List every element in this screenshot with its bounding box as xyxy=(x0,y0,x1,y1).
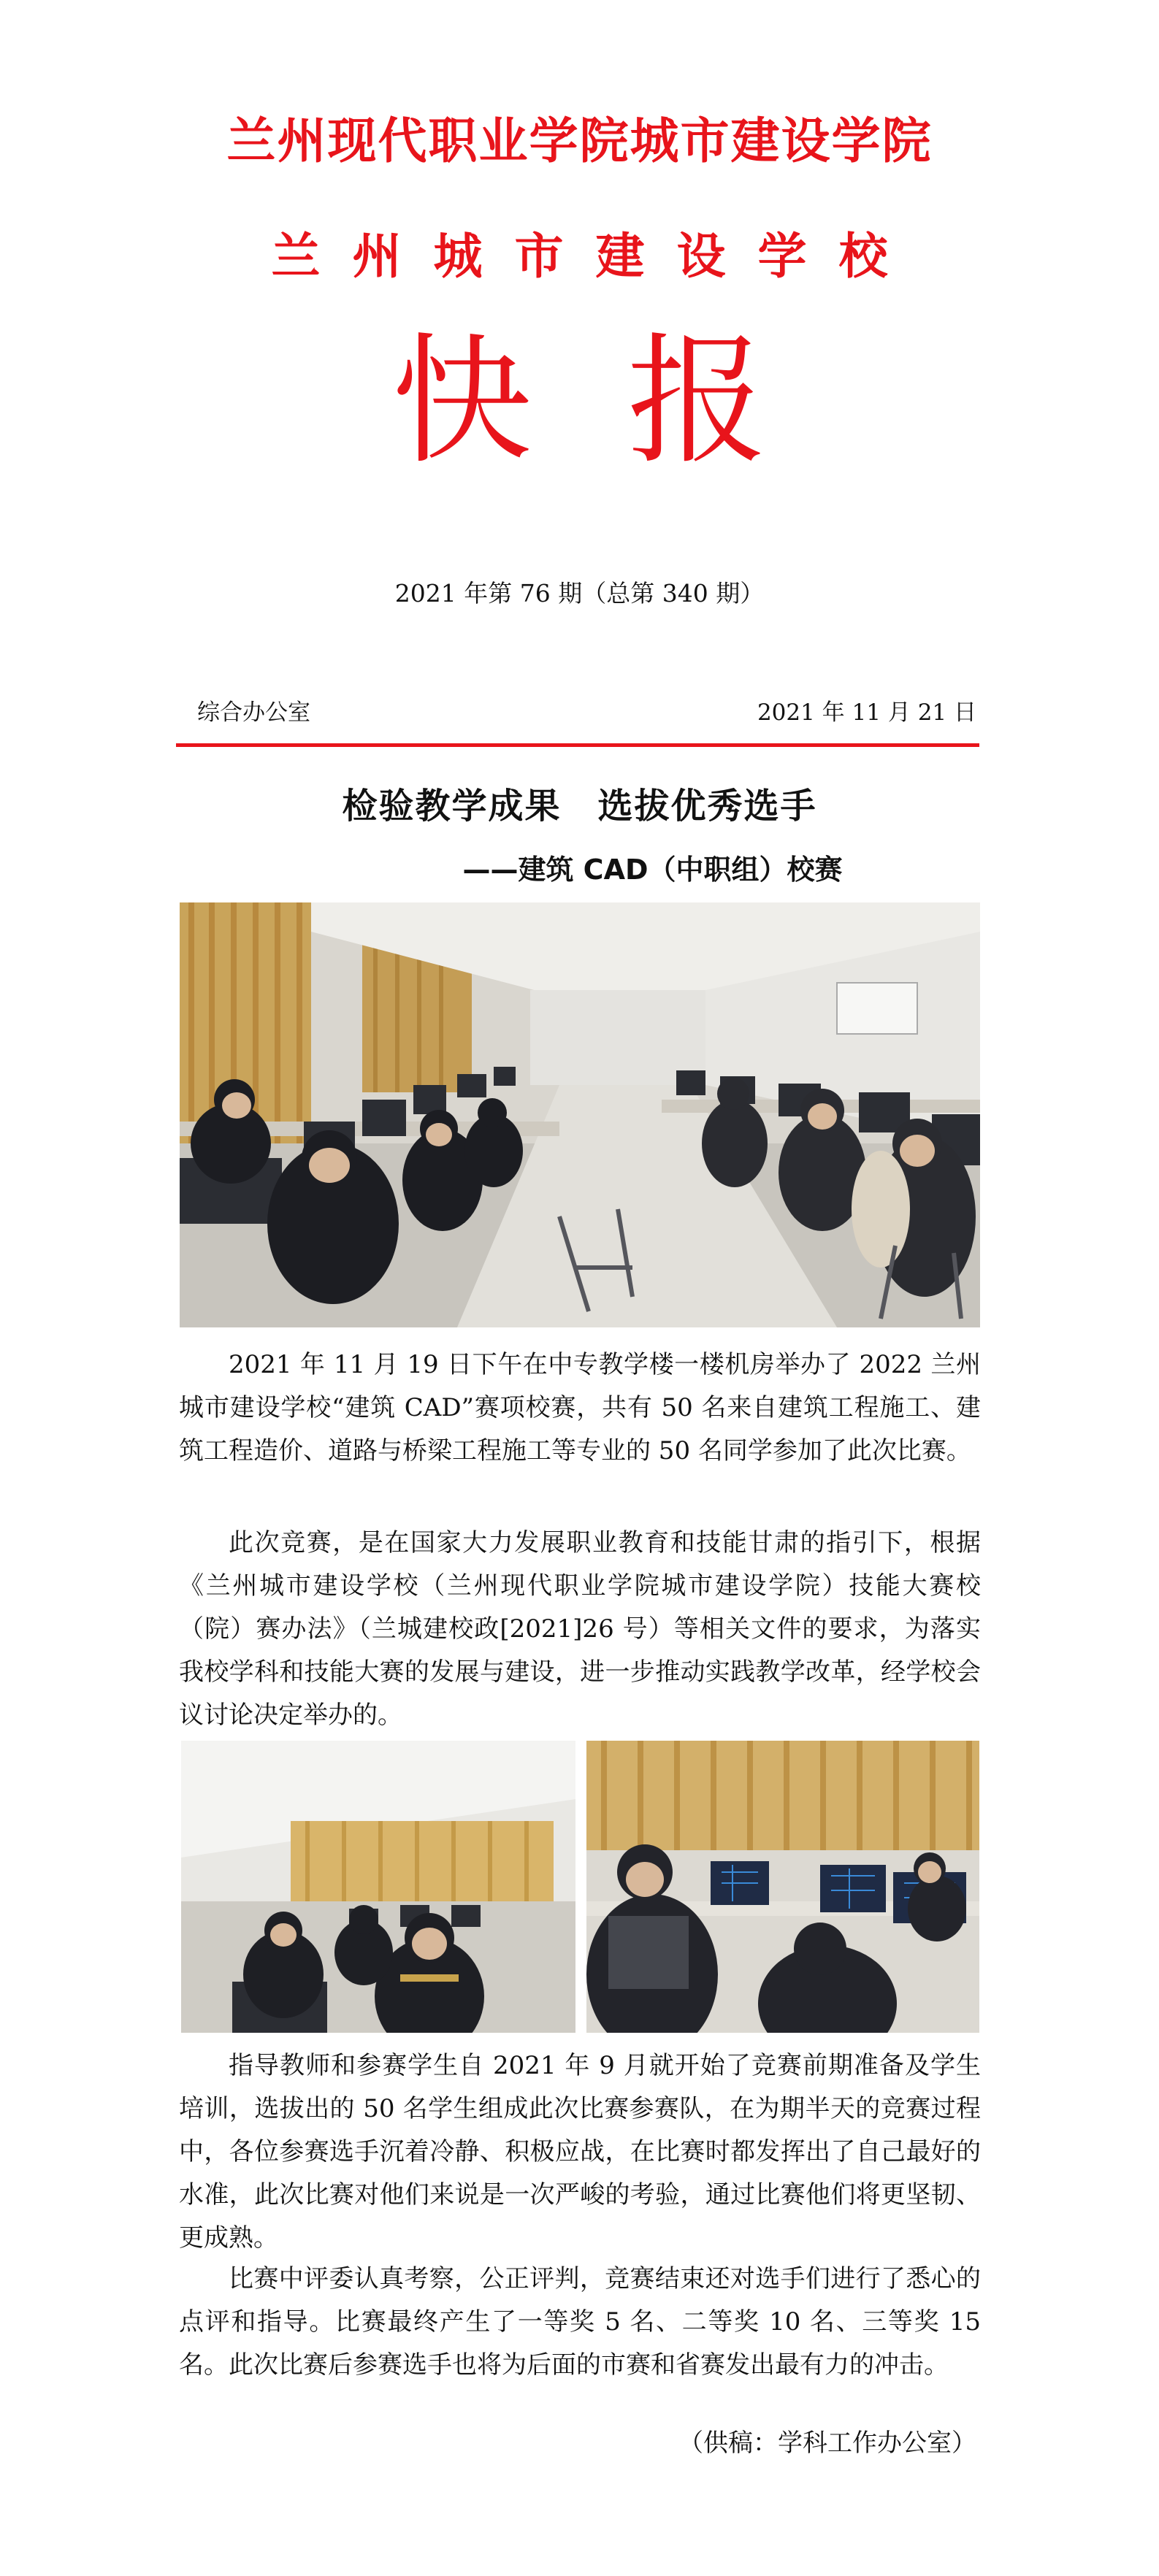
photo-students-left xyxy=(181,1741,575,2033)
photo-computer-lab-image xyxy=(180,902,980,1327)
article-title: 检验教学成果 选拔优秀选手 xyxy=(342,786,817,827)
masthead-title: 快报 xyxy=(391,321,862,483)
red-divider xyxy=(176,743,979,747)
photo-students-right-image xyxy=(586,1741,979,2033)
article-paragraph-4: 比赛中评委认真考察，公正评判，竞赛结束还对选手们进行了悉心的点评和指导。比赛最终产生了一等奖 5 名、二等奖 10 名、三等奖 15 名。此次比赛后参赛选手也将为后面的市赛和省赛发出最有力的冲击。 xyxy=(179,2264,981,2380)
photo-students-left-image xyxy=(181,1741,575,2033)
article-credit: （供稿：学科工作办公室） xyxy=(678,2429,976,2458)
school-name-line2: 兰州城市建设学校 xyxy=(271,228,920,285)
issuing-office: 综合办公室 xyxy=(197,699,310,726)
article-paragraph-3: 指导教师和参赛学生自 2021 年 9 月就开始了竞赛前期准备及学生培训，选拔出的 50 名学生组成此次比赛参赛队，在为期半天的竞赛过程中，各位参赛选手沉着冷静、积极应战，在比赛时都发挥出了自己最好的水准，此次比赛对他们来说是一次严峻的考验，通过比赛他们将更坚韧、更成熟。 xyxy=(179,2051,981,2253)
school-name-line1: 兰州现代职业学院城市建设学院 xyxy=(226,112,933,169)
photo-students-right xyxy=(586,1741,979,2033)
photo-computer-lab-competition xyxy=(180,902,980,1327)
article-paragraph-1: 2021 年 11 月 19 日下午在中专教学楼一楼机房举办了 2022 兰州城市建设学校“建筑 CAD”赛项校赛，共有 50 名来自建筑工程施工、建筑工程造价、道路与桥梁工程施工等专业的 50 名同学参加了此次比赛。 xyxy=(179,1350,981,1465)
article-paragraph-2: 此次竞赛，是在国家大力发展职业教育和技能甘肃的指引下，根据《兰州城市建设学校（兰州现代职业学院城市建设学院）技能大赛校（院）赛办法》（兰城建校政[2021]26 号）等相关文件的要求，为落实我校学科和技能大赛的发展与建设，进一步推动实践教学改革，经学校会议讨论决定举办的。 xyxy=(179,1528,981,1730)
article-subtitle: ——建筑 CAD（中职组）校赛 xyxy=(462,854,843,886)
issue-number: 2021 年第 76 期（总第 340 期） xyxy=(394,579,765,607)
issue-date: 2021 年 11 月 21 日 xyxy=(757,699,976,726)
